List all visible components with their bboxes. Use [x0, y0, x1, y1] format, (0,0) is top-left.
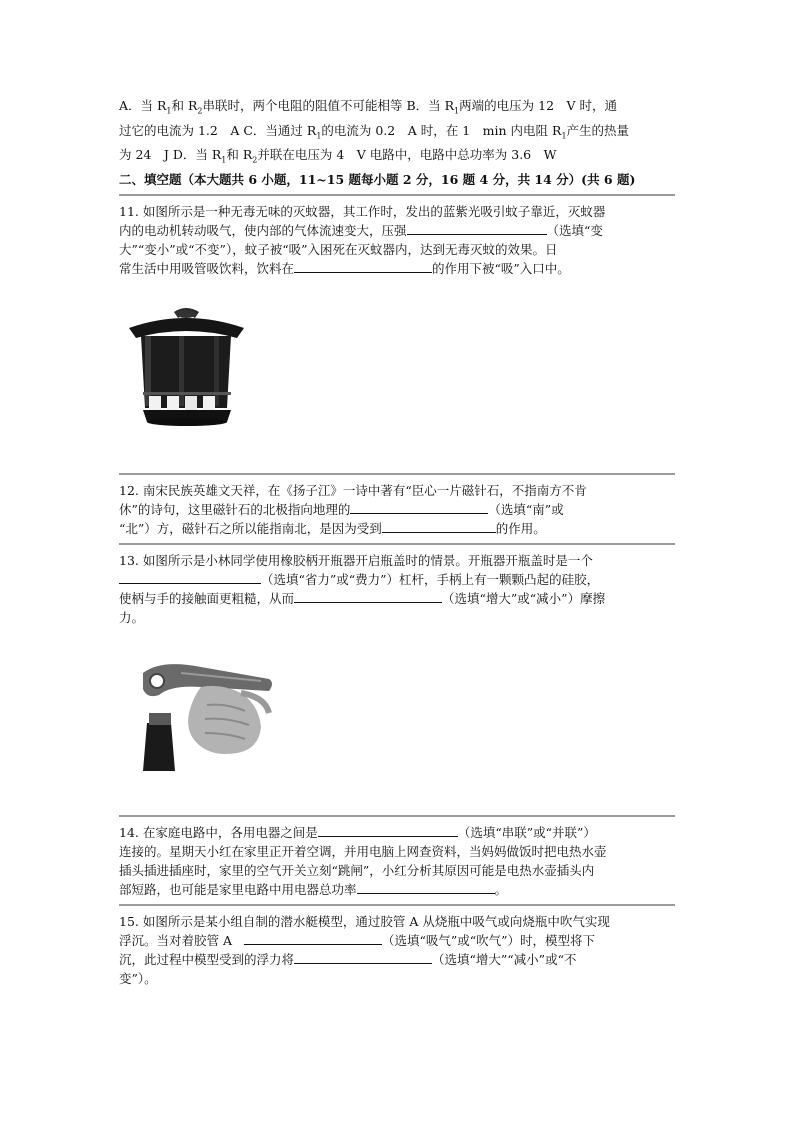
mosquito-killer-image — [119, 300, 254, 435]
answer-blank[interactable] — [407, 221, 547, 235]
divider — [119, 815, 675, 817]
question-15: 15. 如图所示是某小组自制的潜水艇模型，通过胶管 A 从烧瓶中吸气或向烧瓶中吹气实现 浮沉。当对着胶管 A （选填“吸气”或“吹气”）时，模型将下 沉，此过程中模型受到的浮力将 （选填“增大”“减小”或“不 变”）。 — [119, 913, 610, 986]
answer-blank[interactable] — [350, 500, 488, 514]
answer-blank[interactable] — [294, 259, 432, 273]
answer-blank[interactable] — [357, 880, 495, 894]
divider — [119, 194, 675, 196]
question-14: 14. 在家庭电路中，各用电器之间是 （选填“串联”或“并联”） 连接的。星期天小红在家里正开着空调，并用电脑上网查资料，当妈妈做饭时把电热水壶 插头插进插座时，家里的空气开关立刻“跳闸”，小红分析其原因可能是电热水壶插头内 部短路，也可能是家里电路中用电器总功率 。 — [119, 824, 607, 897]
prev-options: A．当 $R_1$和 $R_2$串联时，两个电阻的阻值不可能相等 B．当 $R_1$两端的电压为 12 V 时，通 过它的电流为 1.2 A C．当通过 $R_1$的电流为 0.2 A 时，在 1 min 内电阻 $R_1$产生的热量 为 24 J D．当 $R_1$和 $R_2$并联在电压为 4 V 电路中，电路中总功率为 3.6 W — [119, 98, 630, 165]
answer-blank[interactable] — [119, 570, 261, 584]
answer-blank[interactable] — [244, 931, 382, 945]
question-11: 11. 如图所示是一种无毒无味的灭蚊器，其工作时，发出的蓝紫光吸引蚊子靠近，灭蚊器 内的电动机转动吸气，使内部的气体流速变大，压强 （选填“变 大”“变小”或“不变”），蚊子被“吸”入困死在灭蚊器内，达到无毒灭蚊的效果。日 常生活中用吸管吸饮料，饮料在 的作用下被“吸”入口中。 — [119, 203, 606, 276]
divider — [119, 473, 675, 475]
divider — [119, 904, 675, 906]
bottle-opener-image — [141, 653, 276, 771]
answer-blank[interactable] — [382, 519, 496, 533]
exam-page — [119, 96, 675, 988]
section-title: 二、填空题（本大题共 6 小题，11~15 题每小题 2 分，16 题 4 分，共 14 分）(共 6 题) — [119, 171, 636, 187]
divider — [119, 543, 675, 545]
question-13: 13. 如图所示是小林同学使用橡胶柄开瓶器开启瓶盖时的情景。开瓶器开瓶盖时是一个 （选填“省力”或“费力”）杠杆，手柄上有一颗颗凸起的硅胶， 使柄与手的接触面更粗糙，从而 （选填“增大”或“减小”）摩擦 力。 — [119, 552, 606, 625]
answer-blank[interactable] — [294, 950, 432, 964]
answer-blank[interactable] — [294, 589, 442, 603]
question-12: 12. 南宋民族英雄文天祥，在《扬子江》一诗中著有“臣心一片磁针石，不指南方不肯 休”的诗句，这里磁针石的北极指向地理的 （选填“南”或 “北”）方，磁针石之所以能指南北，是因为受到 的作用。 — [119, 482, 587, 536]
answer-blank[interactable] — [318, 823, 458, 837]
